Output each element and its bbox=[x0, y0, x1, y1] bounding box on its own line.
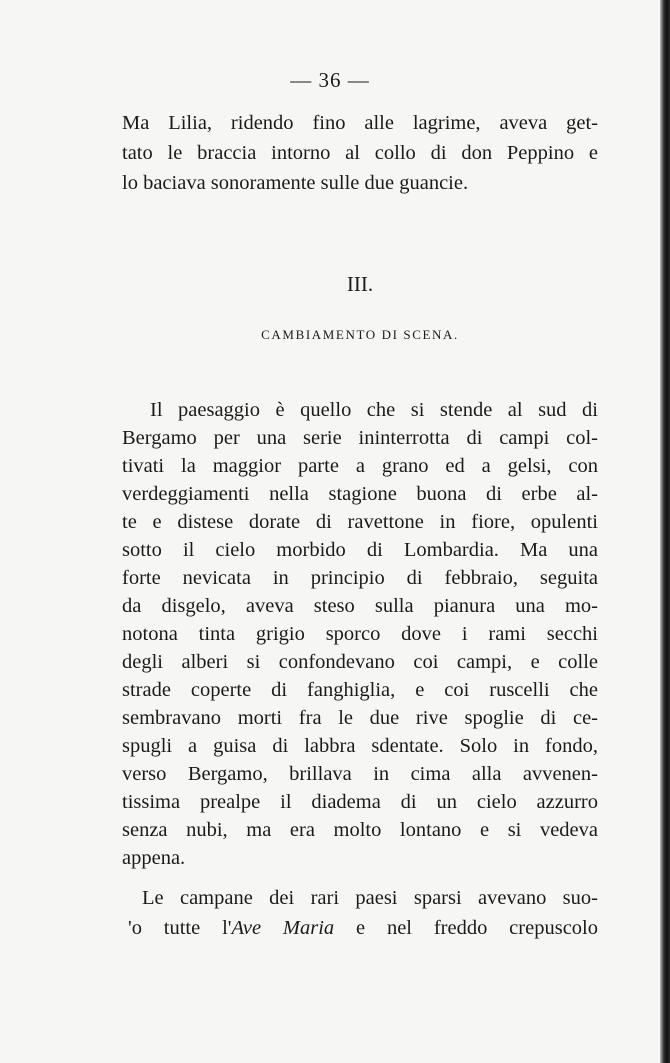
text-line: tato le braccia intorno al collo di don Peppino e bbox=[122, 142, 598, 164]
paragraph-3 bbox=[122, 883, 598, 945]
text-line: Il paesaggio è quello che si stende al sud di bbox=[150, 399, 598, 421]
text-line: senza nubi, ma era molto lontano e si vedeva bbox=[122, 819, 598, 841]
text-span: e nel freddo crepuscolo bbox=[334, 917, 598, 939]
paragraph-2 bbox=[122, 395, 598, 915]
text-line: Ma Lilia, ridendo fino alle lagrime, aveva get- bbox=[122, 112, 598, 134]
text-line: lo baciava sonoramente sulle due guancie. bbox=[122, 172, 469, 194]
text-line: spugli a guisa di labbra sdentate. Solo in fondo, bbox=[122, 735, 598, 757]
book-binding-edge bbox=[660, 0, 670, 1063]
text-span: 'o tutte l' bbox=[128, 917, 232, 939]
text-line: tissima prealpe il diadema di un cielo azzurro bbox=[122, 791, 598, 813]
page-number: — 36 — bbox=[290, 68, 370, 92]
text-line: notona tinta grigio sporco dove i rami secchi bbox=[122, 623, 598, 645]
text-line: sotto il cielo morbido di Lombardia. Ma una bbox=[122, 539, 598, 561]
text-line: strade coperte di fanghiglia, e coi ruscelli che bbox=[122, 679, 598, 701]
paragraph-1 bbox=[122, 108, 598, 200]
chapter-title: CAMBIAMENTO DI SCENA. bbox=[261, 327, 459, 342]
text-line: verdeggiamenti nella stagione buona di erbe al- bbox=[122, 483, 598, 505]
text-line: forte nevicata in principio di febbraio, seguita bbox=[122, 567, 598, 589]
text-line: sembravano morti fra le due rive spoglie di ce- bbox=[122, 707, 598, 729]
text-line bbox=[128, 913, 598, 943]
text-line: degli alberi si confondevano coi campi, e colle bbox=[122, 651, 598, 673]
text-line: da disgelo, aveva steso sulla pianura una mo- bbox=[122, 595, 598, 617]
text-line: appena. bbox=[122, 847, 186, 869]
text-line: Bergamo per una serie ininterrotta di campi col- bbox=[122, 427, 598, 449]
text-line: verso Bergamo, brillava in cima alla avvenen- bbox=[122, 763, 598, 785]
text-line: Le campane dei rari paesi sparsi avevano suo- bbox=[142, 887, 598, 909]
text-line: tivati la maggior parte a grano ed a gelsi, con bbox=[122, 455, 598, 477]
text-line: te e distese dorate di ravettone in fiore, opulenti bbox=[122, 511, 598, 533]
italic-title: Ave Maria bbox=[231, 917, 335, 939]
chapter-number: III. bbox=[346, 272, 374, 296]
